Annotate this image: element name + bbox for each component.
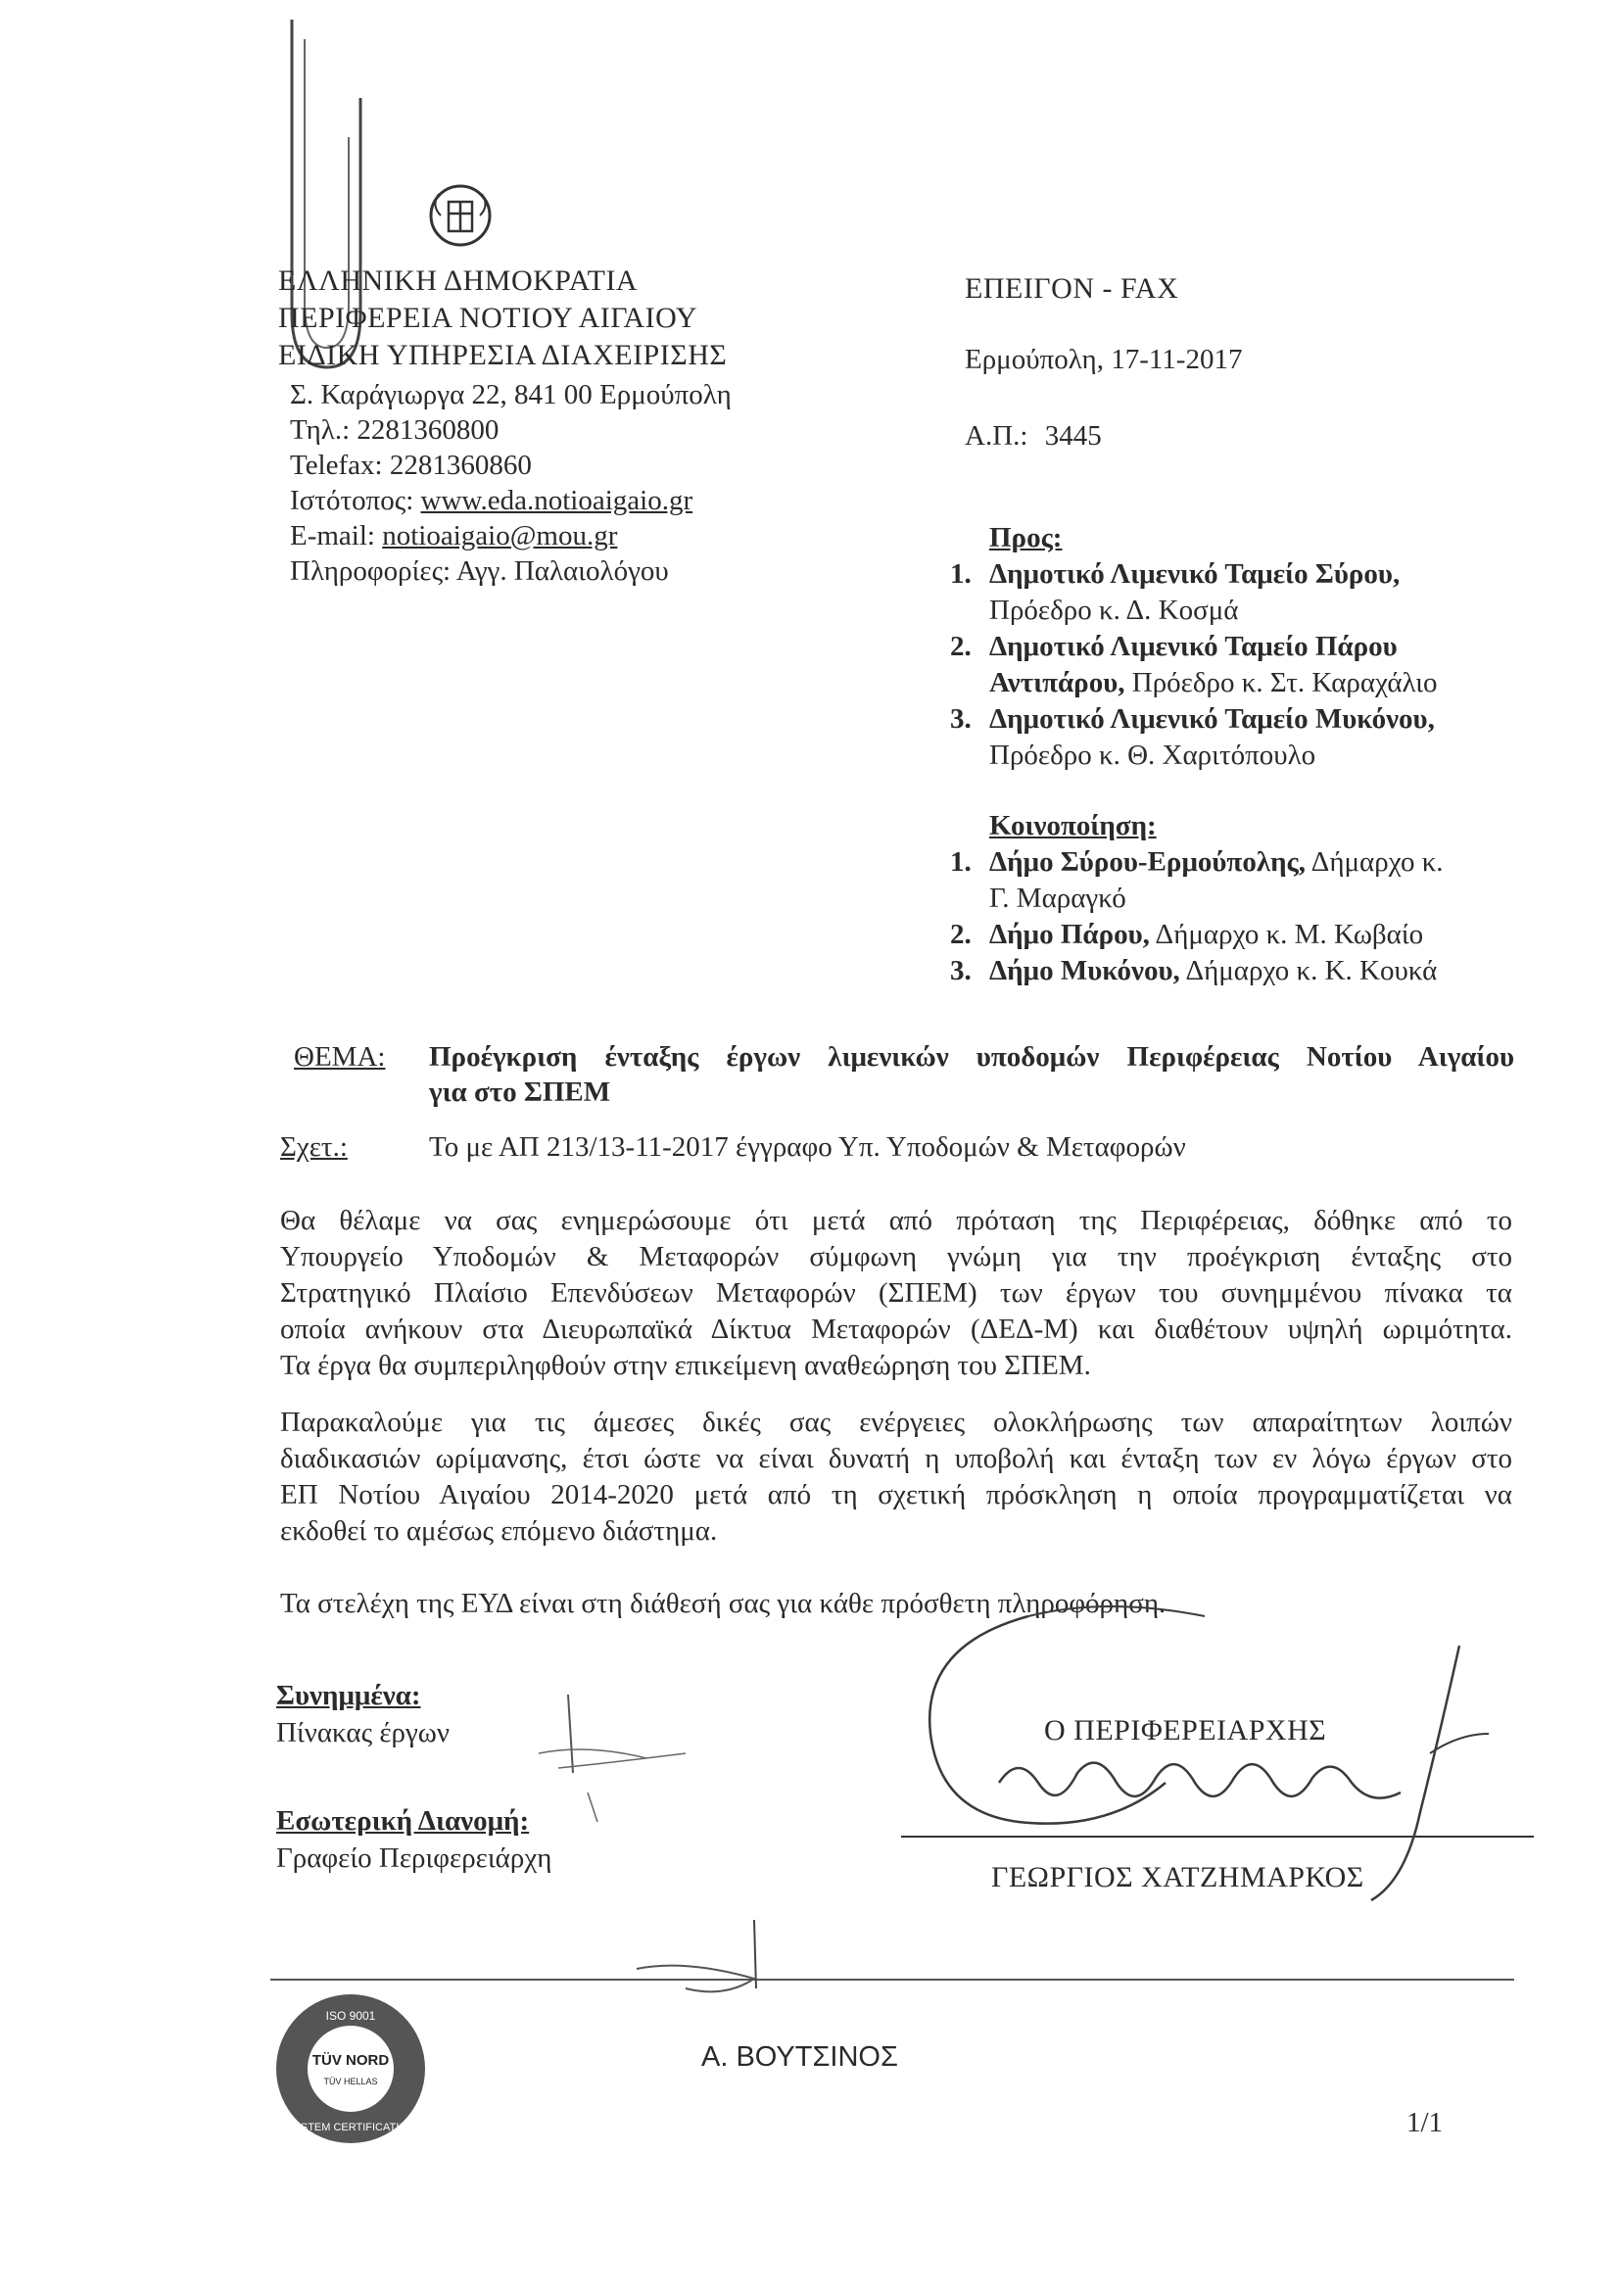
- website-link[interactable]: www.eda.notioaigaio.gr: [420, 485, 693, 516]
- recipient-1: [950, 556, 1400, 629]
- info-value: Αγγ. Παλαιολόγου: [455, 555, 669, 587]
- body-p2-line: εκδοθεί το αμέσως επόμενο διάστημα.: [280, 1515, 718, 1547]
- cc-heading: Κοινοποίηση:: [989, 810, 1157, 841]
- sender-info: [290, 552, 669, 590]
- body-paragraph-2: [280, 1405, 1512, 1550]
- recipient-2: [950, 629, 1438, 701]
- cc-3: [950, 953, 1437, 989]
- recipient-1-number: 1.: [950, 558, 972, 590]
- recipient-2-number: 2.: [950, 631, 972, 662]
- phone-label: Τηλ.:: [290, 414, 357, 446]
- document-date: Ερμούπολη, 17-11-2017: [965, 344, 1243, 375]
- cc-2-attn: Δήμαρχο κ. Μ. Κωβαίο: [1149, 919, 1424, 950]
- cert-mid2-text: TÜV HELLAS: [323, 2077, 378, 2086]
- reference-text: Το με ΑΠ 213/13-11-2017 έγγραφο Υπ. Υποδομών & Μεταφορών: [429, 1131, 1186, 1163]
- recipient-2-attn: Πρόεδρο κ. Στ. Καραχάλιο: [1124, 667, 1438, 698]
- body-paragraph-3: Τα στελέχη της ΕΥΔ είναι στη διάθεσή σας για κάθε πρόσθετη πληροφόρηση.: [280, 1588, 1167, 1619]
- cert-mid-text: TÜV NORD: [311, 2052, 390, 2069]
- cc-2-number: 2.: [950, 919, 972, 950]
- phone-value: 2281360800: [357, 414, 500, 446]
- recipient-3-line-2: Πρόεδρο κ. Θ. Χαριτόπουλο: [989, 740, 1316, 771]
- sender-line-1: ΕΛΛΗΝΙΚΗ ΔΗΜΟΚΡΑΤΙΑ: [278, 264, 639, 297]
- protocol-label: Α.Π.:: [965, 420, 1028, 452]
- recipient-3: [950, 701, 1435, 774]
- cc-1-attn: Δήμαρχο κ.: [1306, 846, 1444, 878]
- body-p2-line: ΕΠ Νοτίου Αιγαίου 2014-2020 μετά από τη σχετική πρόσκληση η οποία προγραμματίζεται να: [280, 1479, 1512, 1510]
- body-p1-line: Υπουργείο Υποδομών & Μεταφορών σύμφωνη γνώμη για την προέγκριση ένταξης στο: [280, 1241, 1512, 1272]
- greek-coat-of-arms-icon: [421, 176, 500, 255]
- internal-distribution-text: Γραφείο Περιφερειάρχη: [276, 1842, 552, 1874]
- document-type: ΕΠΕΙΓΟΝ - FAX: [965, 272, 1179, 305]
- cc-1: [950, 844, 1444, 917]
- protocol-number: [965, 417, 1102, 454]
- sender-address: Σ. Καράγιωργα 22, 841 00 Ερμούπολη: [290, 379, 732, 410]
- body-p1-line: Στρατηγικό Πλαίσιο Επενδύσεων Μεταφορών (ΣΠΕΜ) των έργων του συνημμένου πίνακα τα: [280, 1277, 1512, 1309]
- subject-line-1: Προέγκριση ένταξης έργων λιμενικών υποδομών Περιφέρειας Νοτίου Αιγαίου: [429, 1041, 1514, 1073]
- info-label: Πληροφορίες:: [290, 555, 456, 587]
- subject-line-2: για στο ΣΠΕΜ: [429, 1076, 611, 1108]
- website-label: Ιστότοπος:: [290, 485, 421, 516]
- reference-label: Σχετ.:: [280, 1131, 348, 1163]
- cc-1-name: Δήμο Σύρου-Ερμούπολης,: [989, 846, 1307, 878]
- recipient-3-name: Δημοτικό Λιμενικό Ταμείο Μυκόνου,: [989, 703, 1435, 735]
- page-number: 1/1: [1406, 2107, 1444, 2138]
- sender-fax: [290, 447, 532, 484]
- initials-mark-icon: [627, 1920, 774, 2028]
- recipient-2-name-cont: Αντιπάρου,: [989, 667, 1125, 698]
- body-p1-line: Τα έργα θα συμπεριληφθούν στην επικείμενη αναθεώρηση του ΣΠΕΜ.: [280, 1350, 1091, 1381]
- cc-3-name: Δήμο Μυκόνου,: [989, 955, 1180, 986]
- certification-seal-icon: [272, 1990, 429, 2147]
- recipient-1-name: Δημοτικό Λιμενικό Ταμείο Σύρου,: [989, 558, 1401, 590]
- internal-distribution-label: Εσωτερική Διανομή:: [276, 1805, 530, 1837]
- body-p2-line: διαδικασιών ωρίμανσης, έτσι ώστε να είναι δυνατή η υποβολή και ένταξη των εν λόγω έργων στο: [280, 1443, 1512, 1474]
- sender-website: [290, 482, 692, 519]
- body-paragraph-1: [280, 1203, 1512, 1384]
- email-label: E-mail:: [290, 520, 383, 551]
- email-link[interactable]: notioaigaio@mou.gr: [382, 520, 618, 551]
- protocol-value: 3445: [1044, 420, 1102, 452]
- sender-line-2: ΠΕΡΙΦΕΡΕΙΑ ΝΟΤΙΟΥ ΑΙΓΑΙΟΥ: [278, 302, 697, 334]
- cc-3-attn: Δήμαρχο κ. Κ. Κουκά: [1179, 955, 1438, 986]
- cert-top-text: ISO 9001: [325, 2009, 376, 2023]
- sender-phone: [290, 411, 499, 449]
- cc-2-name: Δήμο Πάρου,: [989, 919, 1150, 950]
- cc-2: [950, 917, 1423, 953]
- signatory-title: Ο ΠΕΡΙΦΕΡΕΙΑΡΧΗΣ: [1044, 1714, 1327, 1746]
- sender-email: [290, 517, 617, 554]
- initials-scribble-icon: [529, 1685, 705, 1832]
- attachments-label: Συνημμένα:: [276, 1680, 421, 1711]
- cert-bottom-text: SYSTEM CERTIFICATION: [286, 2122, 415, 2133]
- body-p1-line: Θα θέλαμε να σας ενημερώσουμε ότι μετά από πρόταση της Περιφέρειας, δόθηκε από το: [280, 1205, 1512, 1236]
- handwritten-signature-icon: [911, 1587, 1499, 1910]
- recipient-2-name: Δημοτικό Λιμενικό Ταμείο Πάρου: [989, 631, 1398, 662]
- fax-value: 2281360860: [389, 450, 532, 481]
- recipient-2-line-2: [950, 665, 1438, 701]
- body-p1-line: οποία ανήκουν στα Διευρωπαϊκά Δίκτυα Μεταφορών (ΔΕΔ-Μ) και διαθέτουν υψηλή ωριμότητα.: [280, 1314, 1512, 1345]
- sender-line-3: ΕΙΔΙΚΗ ΥΠΗΡΕΣΙΑ ΔΙΑΧΕΙΡΙΣΗΣ: [278, 339, 728, 371]
- footer-initials: Α. ΒΟΥΤΣΙΝΟΣ: [701, 2041, 898, 2073]
- recipients-heading: Προς:: [989, 522, 1063, 553]
- body-p2-line: Παρακαλούμε για τις άμεσες δικές σας ενέργειες ολοκλήρωσης των απαραίτητων λοιπών: [280, 1407, 1512, 1438]
- footer-divider: [270, 1979, 1514, 1981]
- cc-3-number: 3.: [950, 955, 972, 986]
- fax-label: Telefax:: [290, 450, 390, 481]
- cc-1-number: 1.: [950, 846, 972, 878]
- cc-1-line-2: Γ. Μαραγκό: [989, 883, 1126, 914]
- recipient-1-line-2: Πρόεδρο κ. Δ. Κοσμά: [989, 595, 1239, 626]
- subject-label: ΘΕΜΑ:: [294, 1041, 386, 1073]
- attachments-text: Πίνακας έργων: [276, 1717, 451, 1748]
- signatory-name: ΓΕΩΡΓΙΟΣ ΧΑΤΖΗΜΑΡΚΟΣ: [991, 1861, 1364, 1893]
- recipient-3-number: 3.: [950, 703, 972, 735]
